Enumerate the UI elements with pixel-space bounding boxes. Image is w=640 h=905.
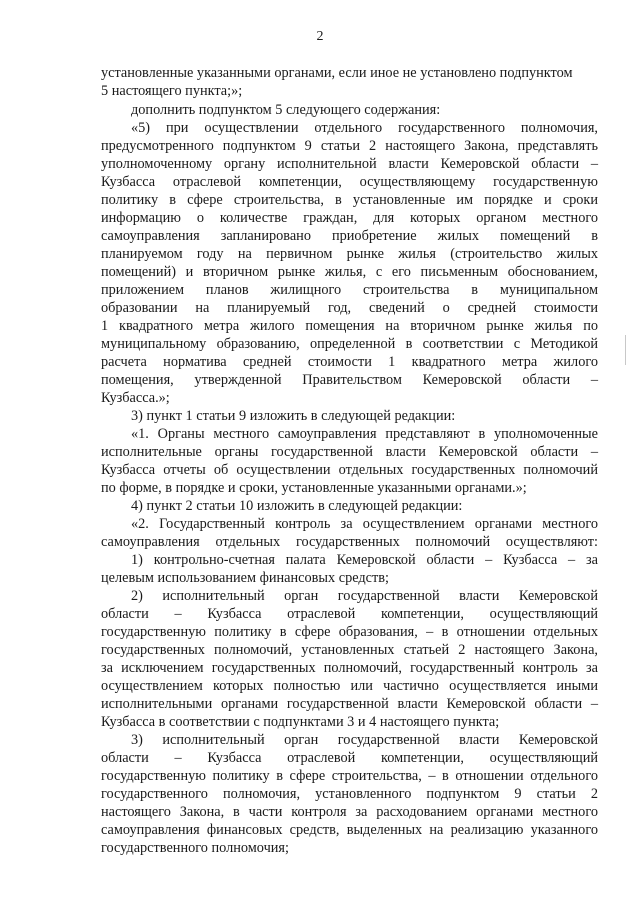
text-line: самоуправления запланировано приобретение жилых помещений в: [101, 228, 598, 244]
text-line: осуществлением которых полностью или частично осуществляется иными: [101, 678, 598, 694]
text-line: за исключением государственных полномочий, государственный контроль за: [101, 660, 598, 676]
text-line: области – Кузбасса отраслевой компетенции, осуществляющий: [101, 606, 598, 622]
text-line: политику в сфере строительства, в установленные им порядке и сроки: [101, 192, 598, 208]
text-line: «1. Органы местного самоуправления представляют в уполномоченные: [131, 426, 598, 442]
text-line: уполномоченному органу исполнительной власти Кемеровской области –: [101, 156, 598, 172]
text-line: Кузбасса отчеты об осуществлении отдельных государственных полномочий: [101, 462, 598, 478]
text-line: самоуправления финансовых средств, выделенных на реализацию указанного: [101, 822, 598, 838]
text-line: Кузбасса в соответствии с подпунктами 3 и 4 настоящего пункта;: [101, 714, 500, 730]
text-line: Кузбасса отраслевой компетенции, осуществляющему государственную: [101, 174, 598, 190]
text-line: помещений) и вторичном рынке жилья, с его письменным обоснованием,: [101, 264, 598, 280]
text-line: 3) исполнительный орган государственной власти Кемеровской: [131, 732, 598, 748]
text-line: помещения, утвержденной Правительством Кемеровской области –: [101, 372, 598, 388]
text-line: государственного полномочия, установленного подпунктом 9 статьи 2: [101, 786, 598, 802]
text-line: исполнительными органами государственной власти Кемеровской области –: [101, 696, 598, 712]
text-line: планируемом году на первичном рынке жилья (строительство жилых: [101, 246, 598, 262]
text-line: государственного полномочия;: [101, 840, 289, 856]
scan-artifact: [625, 335, 626, 365]
text-line: области – Кузбасса отраслевой компетенции, осуществляющий: [101, 750, 598, 766]
text-line: 2) исполнительный орган государственной власти Кемеровской: [131, 588, 598, 604]
text-line: дополнить подпунктом 5 следующего содержания:: [131, 102, 441, 118]
page-number: 2: [316, 29, 324, 44]
text-line: приложением планов жилищного строительства в муниципальном: [101, 282, 598, 298]
text-line: 3) пункт 1 статьи 9 изложить в следующей редакции:: [131, 408, 456, 424]
text-line: 1) контрольно-счетная палата Кемеровской области – Кузбасса – за: [131, 552, 598, 568]
text-line: 1 квадратного метра жилого помещения на вторичном рынке жилья по: [101, 318, 598, 334]
text-line: 5 настоящего пункта;»;: [101, 83, 243, 99]
text-line: «2. Государственный контроль за осуществлением органами местного: [131, 516, 598, 532]
text-line: государственных полномочий, установленных статьей 2 настоящего Закона,: [101, 642, 598, 658]
text-line: самоуправления отдельных государственных полномочий осуществляют:: [101, 534, 598, 550]
text-line: государственную политику в сфере образования, – в отношении отдельных: [101, 624, 598, 640]
text-line: предусмотренного подпунктом 9 статьи 2 настоящего Закона, представлять: [101, 138, 598, 154]
text-line: муниципальному образованию, определенной в соответствии с Методикой: [101, 336, 598, 352]
text-line: 4) пункт 2 статьи 10 изложить в следующей редакции:: [131, 498, 463, 514]
text-line: настоящего Закона, в части контроля за расходованием органами местного: [101, 804, 598, 820]
text-line: государственную политику в сфере строительства, – в отношении отдельного: [101, 768, 598, 784]
text-line: «5) при осуществлении отдельного государственного полномочия,: [131, 120, 598, 136]
text-line: установленные указанными органами, если иное не установлено подпунктом: [101, 65, 573, 81]
text-line: исполнительные органы государственной власти Кемеровской области –: [101, 444, 598, 460]
text-line: образовании на планируемый год, сведений о средней стоимости: [101, 300, 598, 316]
text-line: Кузбасса.»;: [101, 390, 170, 406]
text-line: расчета норматива средней стоимости 1 квадратного метра жилого: [101, 354, 598, 370]
text-line: информацию о количестве граждан, для которых органом местного: [101, 210, 598, 226]
text-line: целевым использованием финансовых средств;: [101, 570, 389, 586]
text-line: по форме, в порядке и сроки, установленные указанными органами.»;: [101, 480, 527, 496]
